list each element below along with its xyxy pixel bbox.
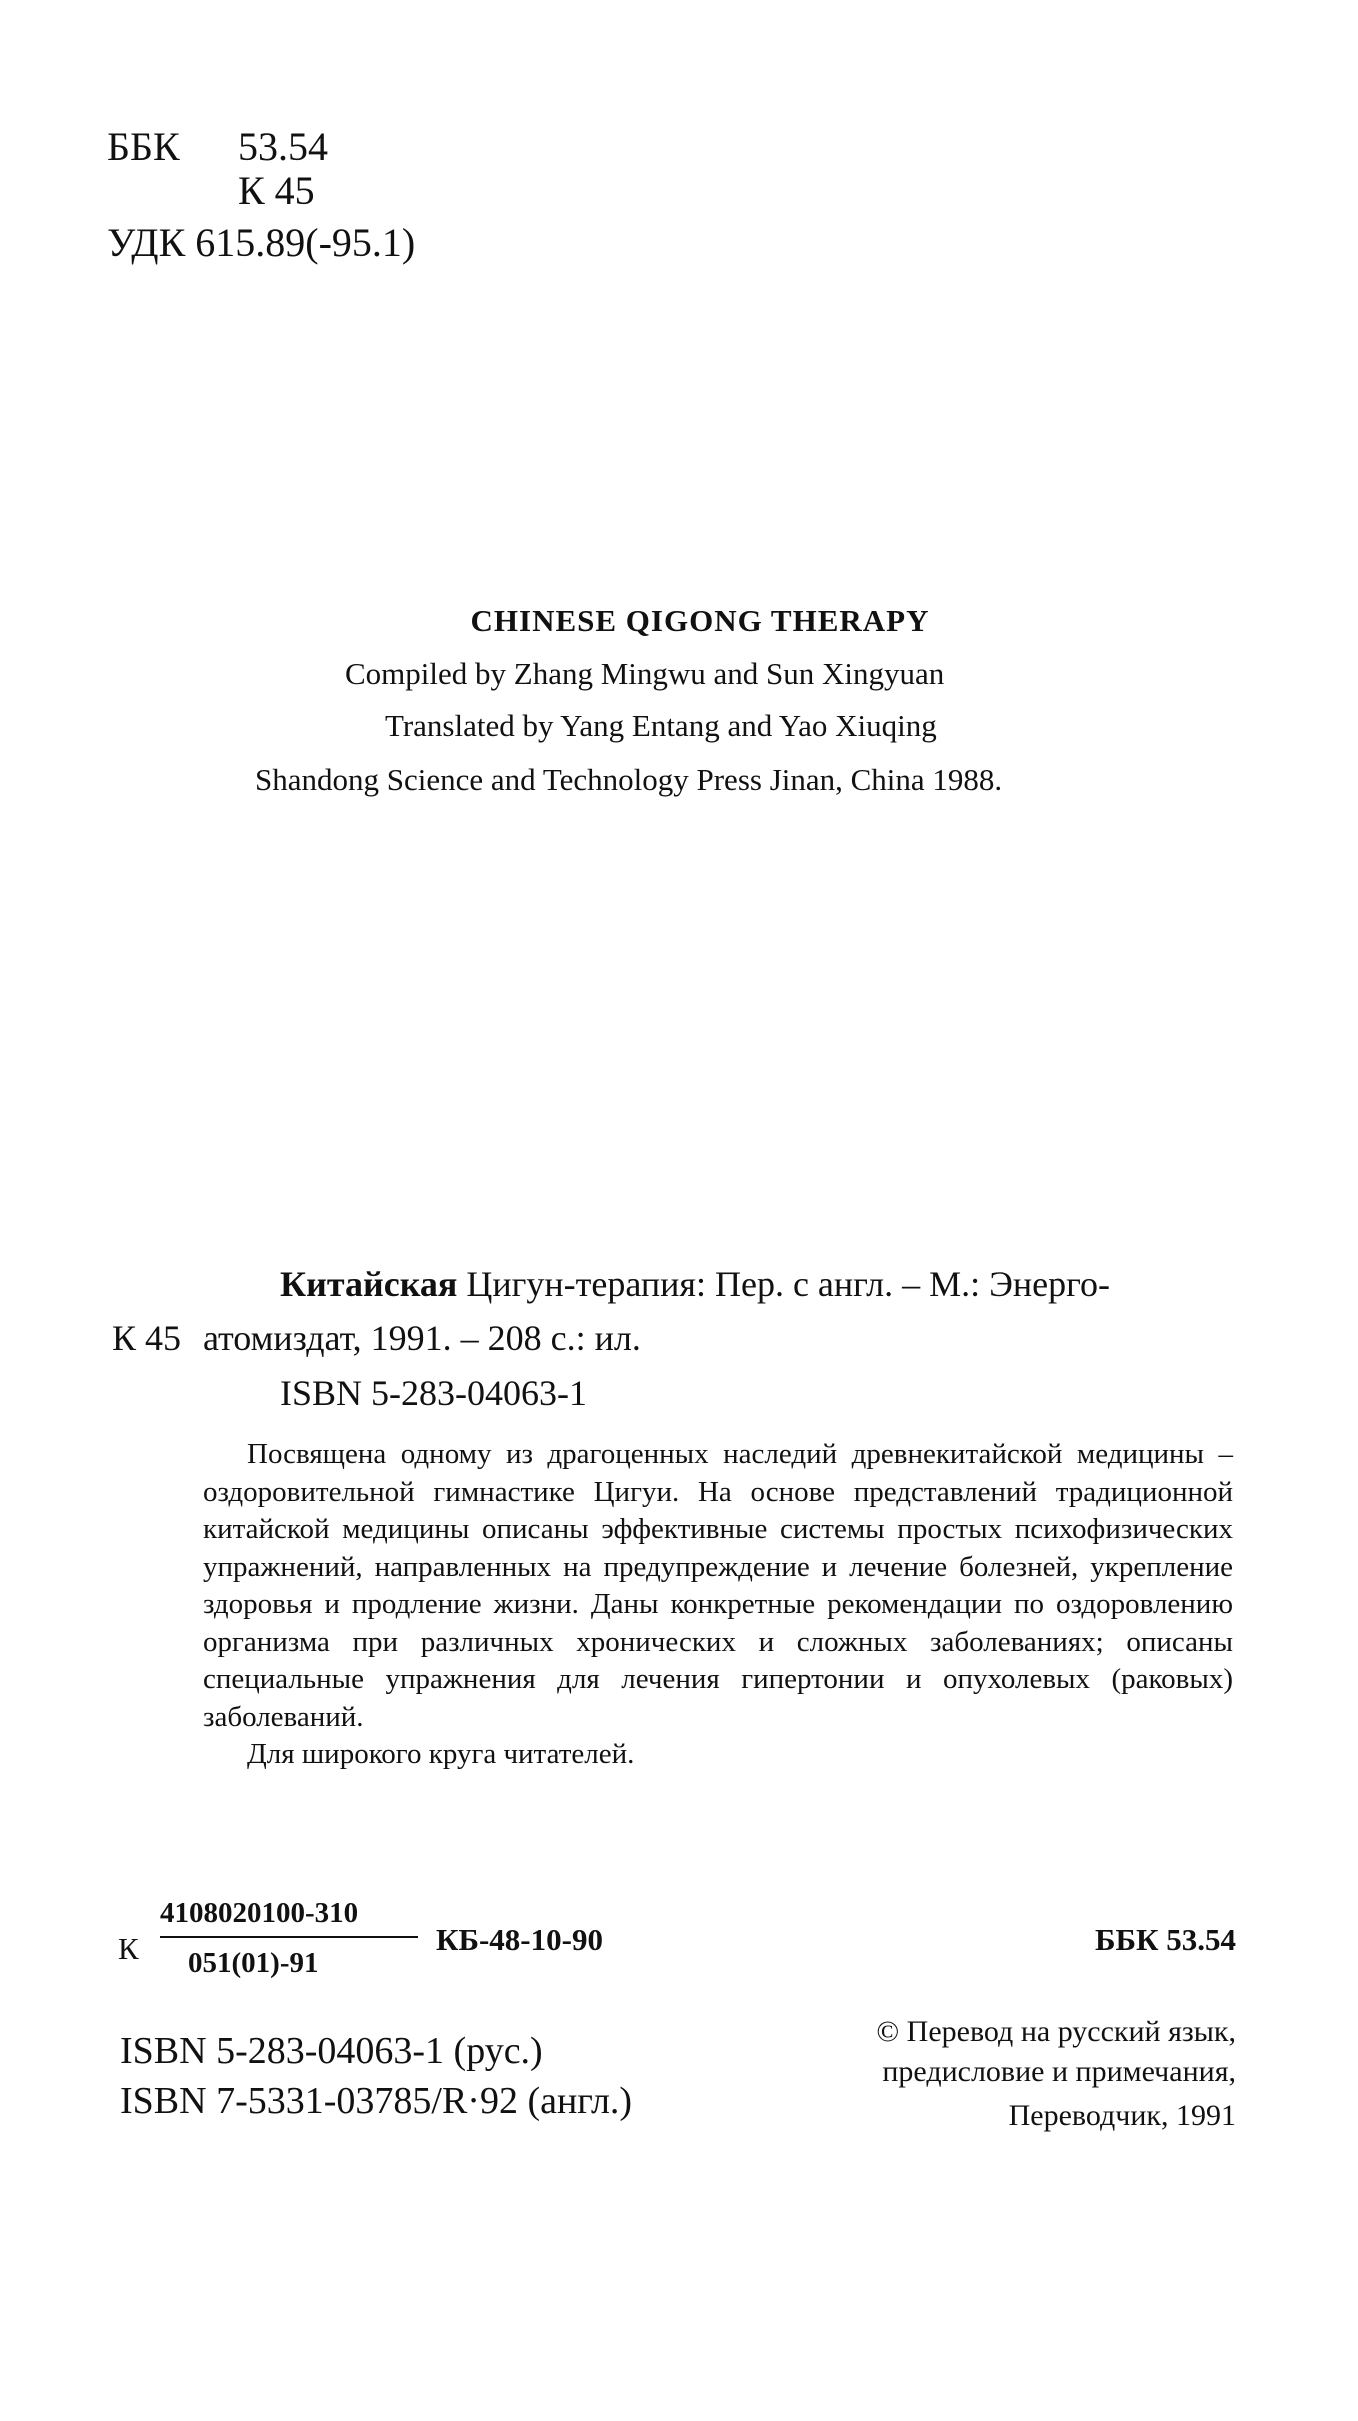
copyright-line2: предисловие и примечания, — [882, 2055, 1236, 2088]
catalog-entry-title-bold: Китайская — [280, 1264, 458, 1304]
udk-code: УДК 615.89(-95.1) — [107, 220, 416, 265]
fraction-letter: К — [118, 1931, 139, 1966]
isbn-russian: ISBN 5-283-04063-1 (рус.) — [120, 2030, 543, 2072]
isbn-english: ISBN 7-5331-03785/R·92 (англ.) — [120, 2080, 633, 2122]
original-translated-by: Translated by Yang Entang and Yao Xiuqing — [385, 708, 937, 743]
original-publisher: Shandong Science and Technology Press Jinan, China 1988. — [255, 762, 1003, 797]
author-mark: К 45 — [238, 168, 315, 213]
catalog-entry-line2: атомиздат, 1991. – 208 с.: ил. — [203, 1318, 641, 1358]
catalog-entry-line1-rest: Цигун-терапия: Пер. с англ. – М.: Энерго- — [457, 1264, 1110, 1304]
fraction-denominator: 051(01)-91 — [188, 1947, 319, 1979]
fraction-numerator: 4108020100-310 — [160, 1897, 359, 1929]
kb-code: КБ-48-10-90 — [436, 1922, 603, 1957]
catalog-entry-code: К 45 — [112, 1318, 182, 1358]
copyright-line3: Переводчик, 1991 — [1008, 2099, 1236, 2132]
annotation-readers: Для широкого круга читателей. — [247, 1738, 635, 1770]
bbk-label: ББК — [107, 124, 180, 169]
fraction-line — [160, 1936, 418, 1938]
original-compiled-by: Compiled by Zhang Mingwu and Sun Xingyuan — [345, 656, 945, 691]
original-title: CHINESE QIGONG THERAPY — [470, 603, 930, 638]
catalog-entry-isbn: ISBN 5-283-04063-1 — [280, 1373, 587, 1413]
annotation-text: Посвящена одному из драгоценных наследий древнекитайской медицины – оздоровительной гимнастике Цигуи. На основе представлений традиционной китайской медицины описаны эффективные системы простых психофизических упражнений, направленных на предупреждение и лечение болезней, укрепление здоровья и продление жизни. Даны конкретные рекомендации по оздоровлению организма при различных хронических и сложных заболеваниях; описаны специальные упражнения для лечения гипертонии и опухолевых (раковых) заболеваний. — [203, 1438, 1233, 1733]
bbk-value: 53.54 — [238, 124, 328, 169]
copyright-line1: © Перевод на русский язык, — [876, 2015, 1236, 2048]
bbk-bottom: ББК 53.54 — [1095, 1922, 1236, 1957]
catalog-entry-line1 — [280, 1264, 1110, 1304]
annotation — [203, 1436, 1233, 1774]
